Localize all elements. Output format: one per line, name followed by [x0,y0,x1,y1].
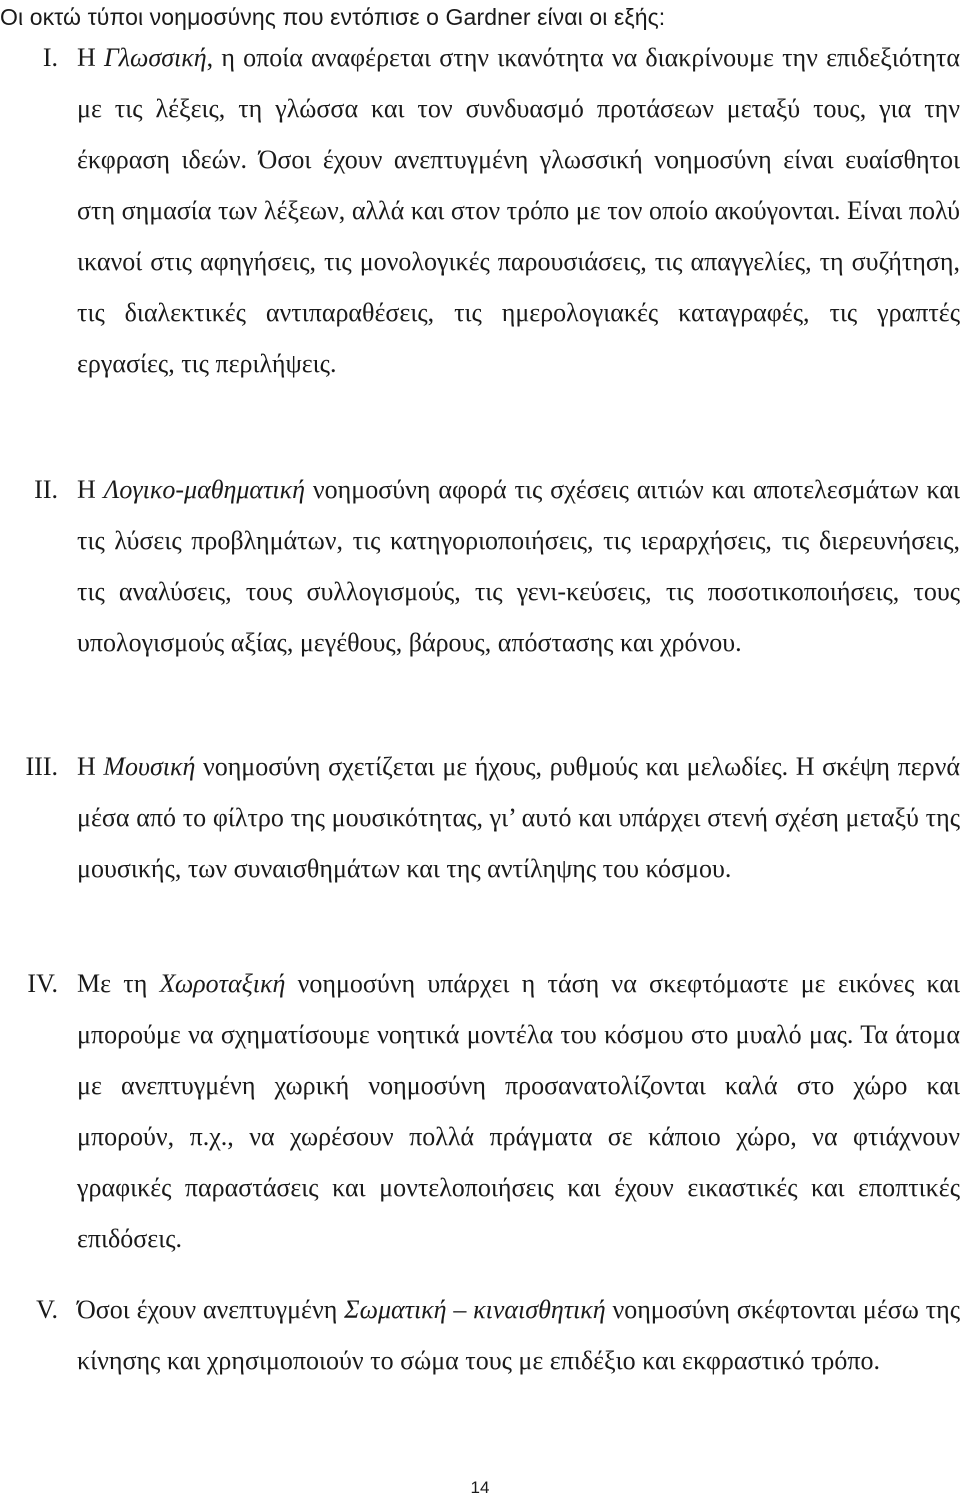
item-prefix: Όσοι έχουν ανεπτυγμένη [77,1295,345,1324]
item-number: III. [25,752,58,781]
item-text [77,464,960,668]
item-number: II. [34,475,58,504]
item-number: I. [42,43,58,72]
page-number: 14 [470,1478,490,1497]
item-term: Μουσική [103,752,196,781]
item-prefix: Η [77,475,104,504]
item-description: νοημοσύνη αφορά τις σχέσεις αιτιών και αποτελεσμάτων και τις λύσεις προβλημάτων, τις κατηγοριοποιήσεις, τις ιεραρχήσεις, τις διερευνήσεις, τις αναλύσεις, τους συλλογισμούς, τις γενι-κεύσεις, τις ποσοτικοποιήσεις, τους υπολογισμούς αξίας, μεγέθους, βάρους, απόστασης και χρόνου. [77,475,960,657]
item-description: , η οποία αναφέρεται στην ικανότητα να διακρίνουμε την επιδεξιότητα με τις λέξεις, τη γλώσσα και τον συνδυασμό προτάσεων μεταξύ τους, για την έκφραση ιδεών. Όσοι έχουν ανεπτυγμένη γλωσσική νοημοσύνη είναι ευαίσθητοι στη σημασία των λέξεων, αλλά και στον τρόπο με τον οποίο ακούγονται. Είναι πολύ ικανοί στις αφηγήσεις, τις μονολογικές παρουσιάσεις, τις απαγγελίες, τη συζήτηση, τις διαλεκτικές αντιπαραθέσεις, τις ημερολογιακές καταγραφές, τις γραπτές εργασίες, τις περιλήψεις. [77,43,960,378]
item-text [77,32,960,389]
item-description: νοημοσύνη υπάρχει η τάση να σκεφτόμαστε με εικόνες και μπορούμε να σχηματίσουμε νοητικά μοντέλα του κόσμου στο μυαλό μας. Τα άτομα με ανεπτυγμένη χωρική νοημοσύνη προσανατολίζονται καλά στο χώρο και μπορούν, π.χ., να χωρέσουν πολλά πράγματα σε κάποιο χώρο, να φτιάχνουν γραφικές παραστάσεις και μοντελοποιήσεις και έχουν εικαστικές και εποπτικές επιδόσεις. [77,969,960,1253]
item-term: Λογικο-μαθηματική [103,475,305,504]
item-text [77,741,960,894]
intro-line: Οι οκτώ τύποι νοημοσύνης που εντόπισε ο Gardner είναι οι εξής: [0,4,666,30]
item-number: IV. [27,969,58,998]
item-prefix: Με τη [77,969,160,998]
item-text [77,958,960,1264]
item-number: V. [36,1295,58,1324]
item-description: νοημοσύνη σχετίζεται με ήχους, ρυθμούς και μελωδίες. Η σκέψη περνά μέσα από το φίλτρο της μουσικότητας, γι’ αυτό και υπάρχει στενή σχέση μεταξύ της μουσικής, των συναισθημάτων και της αντίληψης του κόσμου. [77,752,960,883]
item-prefix: Η [77,752,104,781]
item-term: Γλωσσική [104,43,207,72]
item-term: Σωματική – κιναισθητική [344,1295,606,1324]
item-text [77,1284,960,1386]
item-term: Χωροταξική [159,969,286,998]
item-description: νοημοσύνη σκέφτονται μέσω της κίνησης και χρησιμοποιούν το σώμα τους με επιδέξιο και εκφραστικό τρόπο. [77,1295,960,1375]
item-prefix: Η [77,43,104,72]
